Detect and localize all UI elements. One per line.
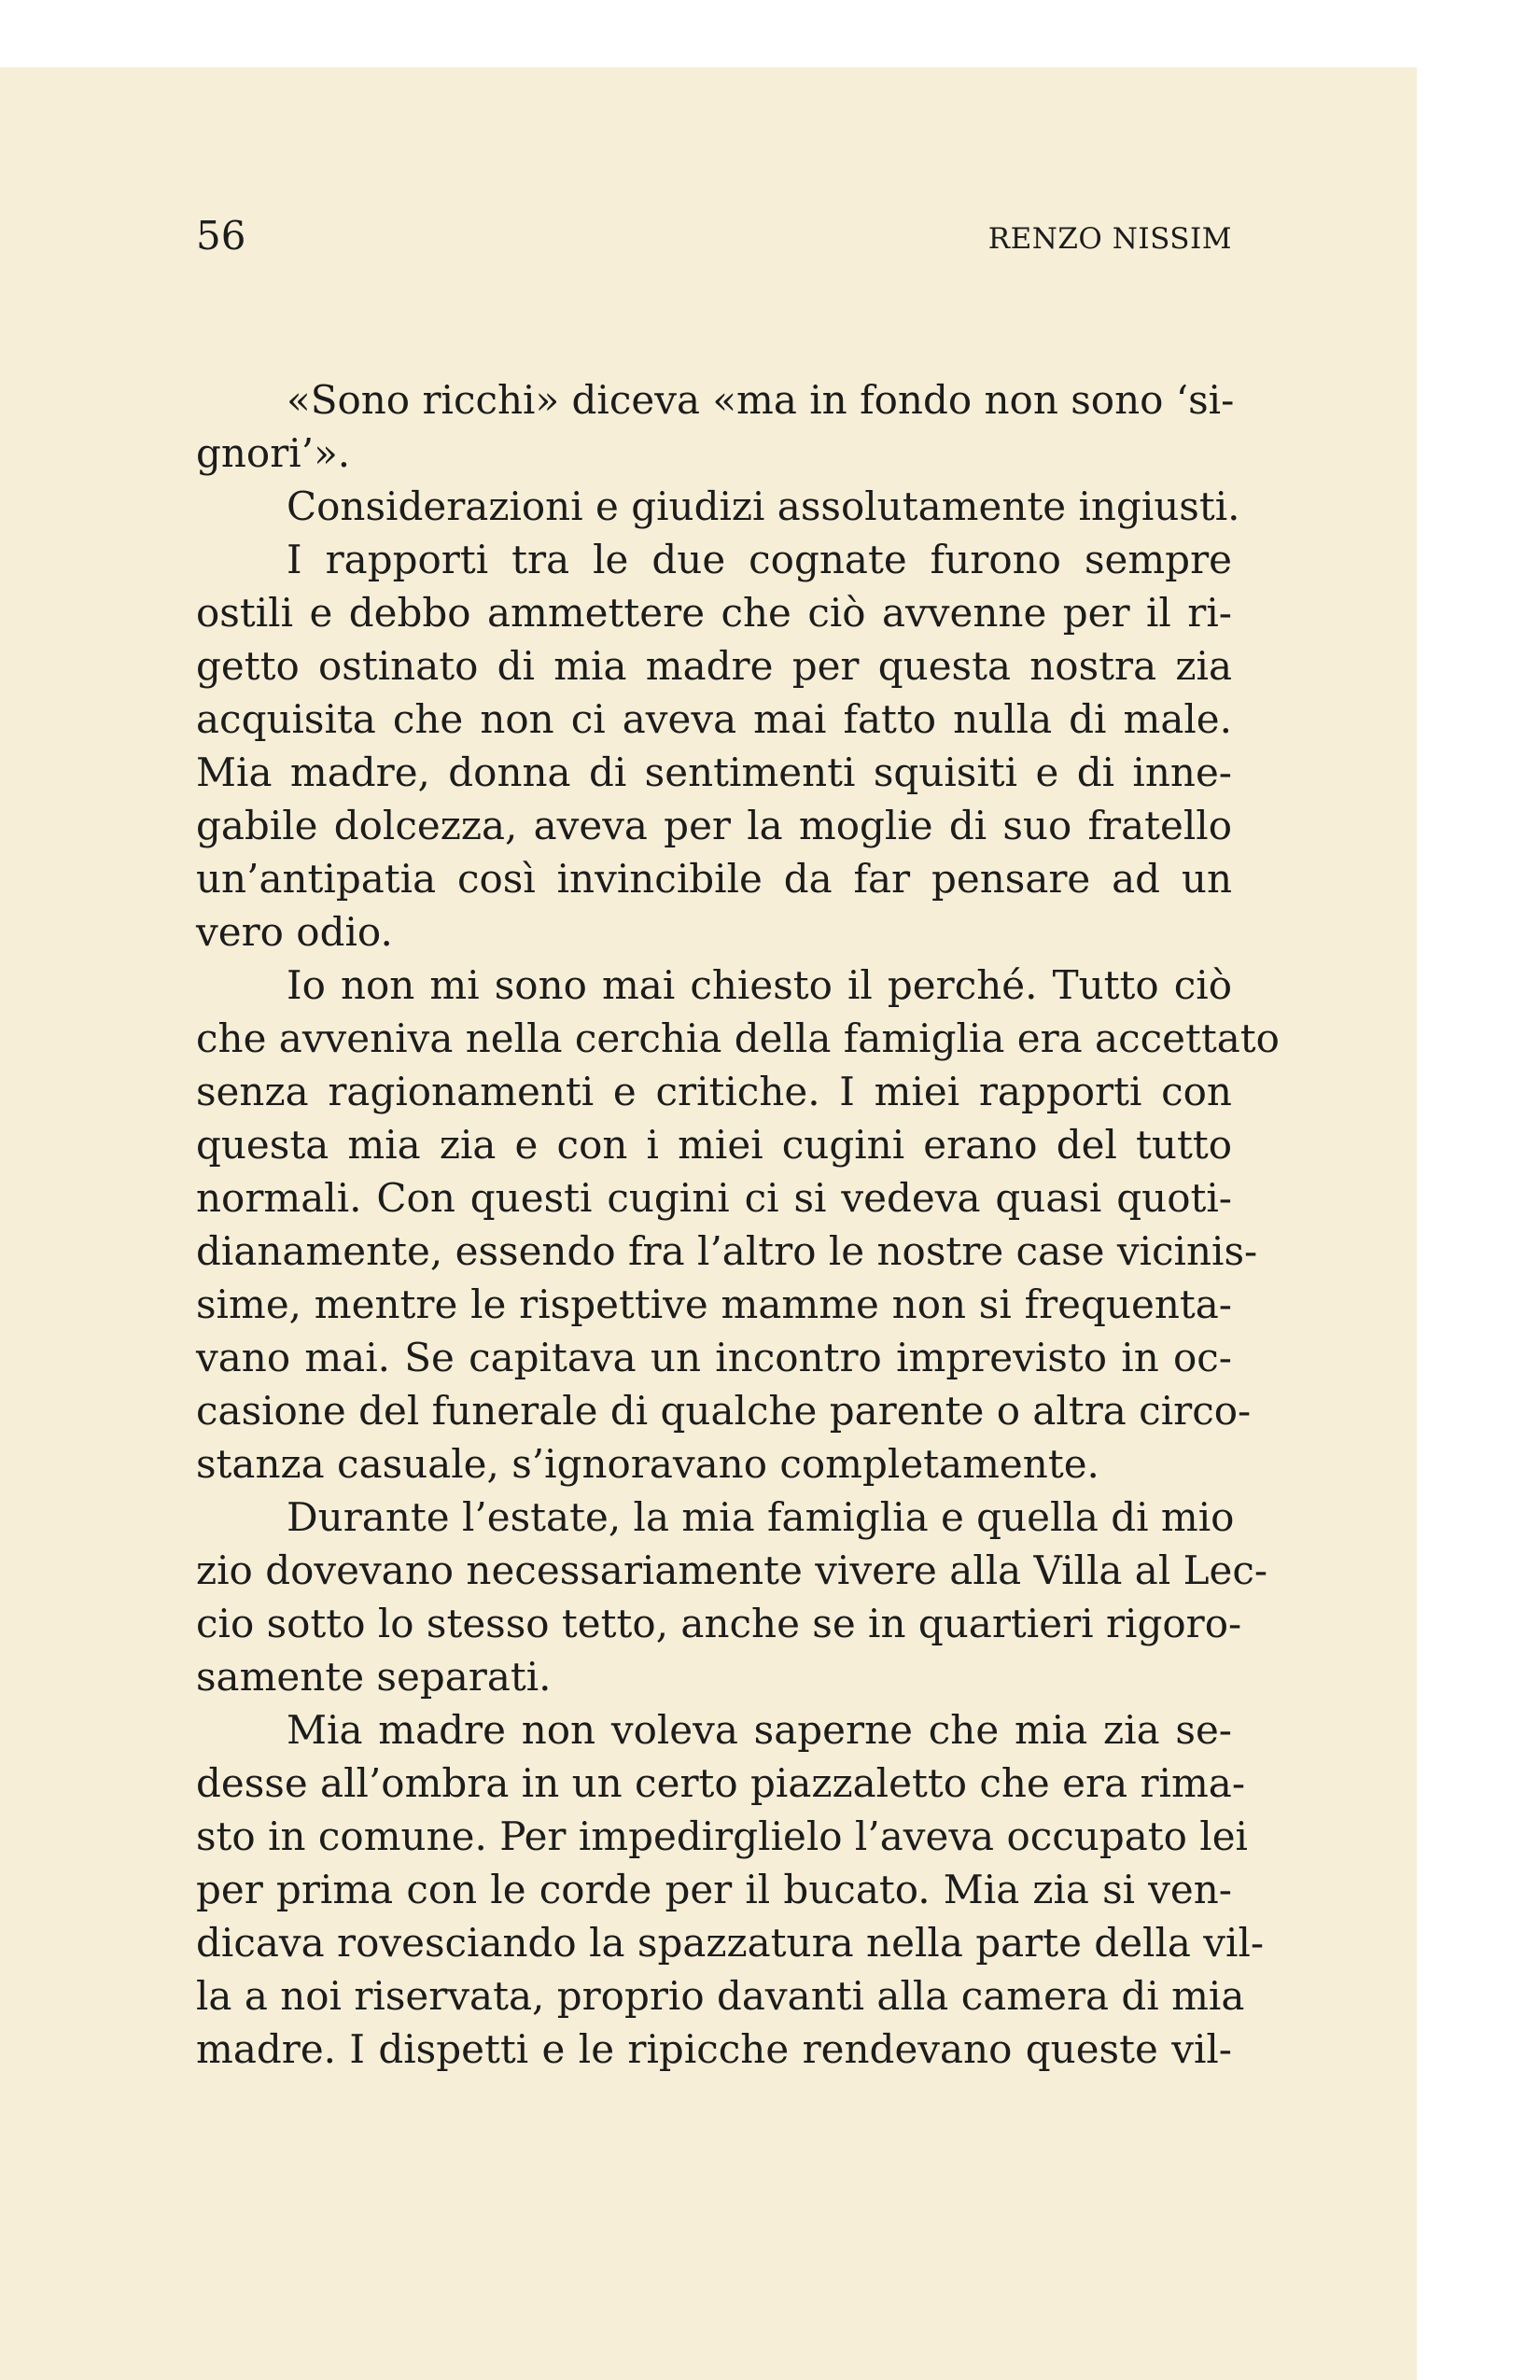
text-line: Considerazioni e giudizi assolutamente ingiusti. — [287, 483, 1240, 529]
text-line: la a noi riservata, proprio davanti alla camera di mia — [196, 1973, 1245, 2019]
text-line: per prima con le corde per il bucato. Mia zia si ven- — [196, 1867, 1232, 1912]
text-line: ostili e debbo ammettere che ciò avvenne per il ri- — [196, 590, 1232, 636]
body-text — [196, 373, 1280, 2076]
text-line: Mia madre, donna di sentimenti squisiti e di inne- — [196, 749, 1232, 795]
text-line: Durante l’estate, la mia famiglia e quella di mio — [287, 1494, 1235, 1540]
text-line: acquisita che non ci aveva mai fatto nulla di male. — [196, 696, 1232, 742]
text-line: zio dovevano necessariamente vivere alla Villa al Lec- — [196, 1547, 1268, 1593]
text-line: vano mai. Se capitava un incontro imprevisto in oc- — [196, 1335, 1232, 1380]
text-line: che avveniva nella cerchia della famiglia era accettato — [196, 1015, 1280, 1061]
text-line: cio sotto lo stesso tetto, anche se in quartieri rigoro- — [196, 1601, 1242, 1646]
page-number: 56 — [196, 213, 246, 259]
text-line: samente separati. — [196, 1654, 552, 1700]
text-line: getto ostinato di mia madre per questa nostra zia — [196, 643, 1232, 689]
text-line: dianamente, essendo fra l’altro le nostre case vicinis- — [196, 1228, 1258, 1274]
text-line: senza ragionamenti e critiche. I miei rapporti con — [196, 1069, 1232, 1114]
text-line: sime, mentre le rispettive mamme non si frequenta- — [196, 1281, 1232, 1327]
page-header — [196, 213, 1232, 269]
running-head: RENZO NISSIM — [987, 222, 1232, 256]
text-line: vero odio. — [196, 909, 393, 955]
text-line: normali. Con questi cugini ci si vedeva quasi quoti- — [196, 1175, 1232, 1221]
text-line: sto in comune. Per impedirglielo l’aveva occupato lei — [196, 1813, 1248, 1859]
text-line: questa mia zia e con i miei cugini erano del tutto — [196, 1122, 1232, 1168]
text-line: un’antipatia così invincibile da far pensare ad un — [196, 856, 1232, 902]
text-line: casione del funerale di qualche parente o altra circo- — [196, 1388, 1252, 1434]
text-line: stanza casuale, s’ignoravano completamente. — [196, 1441, 1099, 1487]
text-line: «Sono ricchi» diceva «ma in fondo non sono ‘si- — [287, 377, 1235, 423]
text-line: dicava rovesciando la spazzatura nella parte della vil- — [196, 1920, 1265, 1966]
text-line: Io non mi sono mai chiesto il perché. Tutto ciò — [287, 962, 1232, 1008]
text-line: gabile dolcezza, aveva per la moglie di suo fratello — [196, 803, 1232, 848]
text-line: gnori’». — [196, 430, 351, 476]
text-line: I rapporti tra le due cognate furono sempre — [287, 537, 1232, 582]
text-line: Mia madre non voleva saperne che mia zia se- — [287, 1707, 1232, 1753]
text-line: desse all’ombra in un certo piazzaletto che era rima- — [196, 1760, 1246, 1806]
text-line: madre. I dispetti e le ripicche rendevano queste vil- — [196, 2026, 1232, 2072]
